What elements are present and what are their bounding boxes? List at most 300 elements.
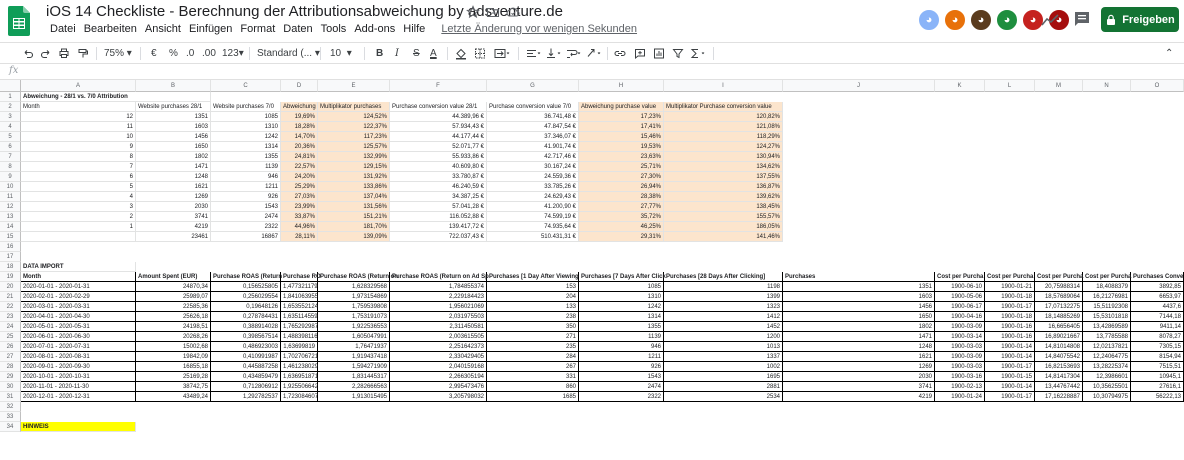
- table-cell[interactable]: 124,52%: [318, 112, 390, 122]
- table-cell[interactable]: 1,759539808: [318, 302, 390, 312]
- table-cell[interactable]: 1248: [136, 172, 211, 182]
- print-icon[interactable]: [58, 46, 70, 61]
- more-formats-select[interactable]: [222, 46, 244, 61]
- row-header[interactable]: 30: [0, 382, 21, 392]
- table-cell[interactable]: 1310: [211, 122, 281, 132]
- table-cell[interactable]: 1323: [664, 302, 783, 312]
- table-cell[interactable]: 0,256029554: [211, 292, 281, 302]
- avatar[interactable]: ◕: [969, 8, 993, 32]
- table-cell[interactable]: 15,46%: [579, 132, 664, 142]
- table-cell[interactable]: 1900-01-14: [985, 352, 1035, 362]
- table-cell[interactable]: 0,398567514: [211, 332, 281, 342]
- select-all-corner[interactable]: [0, 80, 21, 92]
- table-cell[interactable]: 1,635114559: [283, 314, 318, 320]
- total-cell[interactable]: 510.431,31 €: [487, 232, 579, 242]
- table-cell[interactable]: 1,605047991: [318, 332, 390, 342]
- table-cell[interactable]: 1603: [783, 292, 935, 302]
- table-cell[interactable]: 1900-01-15: [985, 372, 1035, 382]
- header-cell[interactable]: Abweichung: [281, 102, 318, 112]
- menu-hilfe[interactable]: Hilfe: [403, 23, 426, 35]
- table-cell[interactable]: 1,841063955: [283, 294, 319, 300]
- table-cell[interactable]: 43489,24: [136, 392, 211, 402]
- table-cell[interactable]: 235: [487, 342, 579, 352]
- header-cell[interactable]: Purchase ROAS (Return on Ad Sp: [392, 274, 489, 280]
- table-cell[interactable]: 0,486923003: [211, 342, 281, 352]
- table-cell[interactable]: 14,70%: [281, 132, 318, 142]
- table-cell[interactable]: 27,77%: [579, 202, 664, 212]
- table-cell[interactable]: 1,913015495: [318, 392, 390, 402]
- table-cell[interactable]: 25989,07: [136, 292, 211, 302]
- table-cell[interactable]: 37.346,07 €: [487, 132, 579, 142]
- table-cell[interactable]: 1900-01-17: [985, 362, 1035, 372]
- table-cell[interactable]: 74.599,19 €: [487, 212, 579, 222]
- table-cell[interactable]: 1456: [136, 132, 211, 142]
- table-cell[interactable]: 57.041,28 €: [390, 202, 487, 212]
- table-cell[interactable]: 2020-03-01 - 2020-03-31: [21, 302, 136, 312]
- table-cell[interactable]: 44.389,96 €: [390, 112, 487, 122]
- redo-icon[interactable]: [40, 46, 52, 61]
- row-header[interactable]: 14: [0, 222, 21, 232]
- table-cell[interactable]: 132,99%: [318, 152, 390, 162]
- total-cell[interactable]: 23461: [136, 232, 211, 242]
- table-cell[interactable]: 22,57%: [281, 162, 318, 172]
- decrease-decimal-button[interactable]: .0: [186, 48, 195, 59]
- table-cell[interactable]: 44.177,44 €: [390, 132, 487, 142]
- share-button[interactable]: [1101, 7, 1179, 32]
- table-cell[interactable]: 24.629,43 €: [487, 192, 579, 202]
- table-cell[interactable]: 5: [21, 182, 136, 192]
- row-header[interactable]: 1: [0, 92, 21, 102]
- table-cell[interactable]: 1,63699819: [281, 342, 318, 352]
- spreadsheet-grid[interactable]: [0, 80, 1184, 460]
- table-cell[interactable]: 14,81014808: [1035, 342, 1083, 352]
- table-cell[interactable]: 12: [21, 112, 136, 122]
- avatar[interactable]: ◕: [1021, 8, 1045, 32]
- table-cell[interactable]: 17,41%: [579, 122, 664, 132]
- table-cell[interactable]: 0,156525805: [211, 282, 281, 292]
- table-cell[interactable]: 9411,14: [1131, 322, 1184, 332]
- table-cell[interactable]: 25,29%: [281, 182, 318, 192]
- table-cell[interactable]: 1,461238029: [283, 364, 319, 370]
- table-cell[interactable]: 153: [487, 282, 579, 292]
- table-cell[interactable]: 52.071,77 €: [390, 142, 487, 152]
- row-header[interactable]: 3: [0, 112, 21, 122]
- menu-format[interactable]: Format: [240, 23, 276, 35]
- table-cell[interactable]: 1900-01-18: [985, 312, 1035, 322]
- column-header[interactable]: B: [136, 80, 211, 92]
- table-cell[interactable]: 27,03%: [281, 192, 318, 202]
- table-cell[interactable]: 2020-08-01 - 2020-08-31: [21, 352, 136, 362]
- table-cell[interactable]: 4219: [136, 222, 211, 232]
- header-cell[interactable]: Purchase RO: [283, 274, 321, 280]
- table-cell[interactable]: 2,031975503: [390, 312, 487, 322]
- table-cell[interactable]: 13,7785588: [1083, 332, 1131, 342]
- menu-daten[interactable]: Daten: [283, 23, 313, 35]
- table-cell[interactable]: 25626,18: [136, 312, 211, 322]
- table-cell[interactable]: 133,86%: [318, 182, 390, 192]
- header-cell[interactable]: Purchase conversion value 7/0: [487, 102, 579, 112]
- table-cell[interactable]: 12,02137821: [1083, 342, 1131, 352]
- table-cell[interactable]: 1802: [783, 322, 935, 332]
- table-cell[interactable]: 125,57%: [318, 142, 390, 152]
- table-cell[interactable]: 1621: [136, 182, 211, 192]
- table-cell[interactable]: 9: [21, 142, 136, 152]
- column-header[interactable]: D: [281, 80, 318, 92]
- table-cell[interactable]: 1,292782537: [211, 392, 281, 402]
- table-cell[interactable]: 16855,18: [136, 362, 211, 372]
- table-cell[interactable]: 3,205798032: [390, 392, 487, 402]
- document-title[interactable]: iOS 14 Checkliste - Berechnung der Attributionsabweichung by adsventure.de: [46, 3, 563, 20]
- table-cell[interactable]: 926: [211, 192, 281, 202]
- column-header[interactable]: G: [487, 80, 579, 92]
- table-cell[interactable]: 1900-01-21: [985, 282, 1035, 292]
- total-cell[interactable]: 29,31%: [579, 232, 664, 242]
- total-cell[interactable]: 139,09%: [318, 232, 390, 242]
- table-cell[interactable]: 1248: [783, 342, 935, 352]
- header-cell[interactable]: Cost per Purcha: [937, 274, 984, 280]
- header-cell[interactable]: Cost per Purcha: [1085, 274, 1132, 280]
- table-cell[interactable]: 1,956021069: [390, 302, 487, 312]
- table-cell[interactable]: 1900-01-16: [985, 322, 1035, 332]
- table-cell[interactable]: 2,229184423: [390, 292, 487, 302]
- table-cell[interactable]: 4: [21, 192, 136, 202]
- table-cell[interactable]: 46.240,59 €: [390, 182, 487, 192]
- table-cell[interactable]: 1685: [487, 392, 579, 402]
- table-cell[interactable]: 151,21%: [318, 212, 390, 222]
- table-cell[interactable]: 25,71%: [579, 162, 664, 172]
- table-cell[interactable]: 0,712806912: [211, 382, 281, 392]
- row-header[interactable]: 21: [0, 292, 21, 302]
- table-cell[interactable]: 124,27%: [664, 142, 783, 152]
- last-edit-link[interactable]: Letzte Änderung vor wenigen Sekunden: [441, 23, 638, 35]
- table-cell[interactable]: 41.901,74 €: [487, 142, 579, 152]
- table-cell[interactable]: 16,89021667: [1035, 332, 1083, 342]
- section-title[interactable]: Abweichung - 28/1 vs. 7/0 Attribution: [21, 92, 211, 102]
- row-header[interactable]: 32: [0, 402, 21, 412]
- row-header[interactable]: 28: [0, 362, 21, 372]
- table-cell[interactable]: 19,69%: [281, 112, 318, 122]
- header-cell[interactable]: Amount Spent (EUR): [136, 272, 211, 282]
- table-cell[interactable]: 1900-01-17: [985, 392, 1035, 402]
- table-cell[interactable]: 2020-01-01 - 2020-01-31: [21, 282, 136, 292]
- table-cell[interactable]: 24.559,36 €: [487, 172, 579, 182]
- text-wrap-icon[interactable]: [566, 46, 582, 61]
- header-cell[interactable]: Website purchases 28/1: [136, 102, 211, 112]
- table-cell[interactable]: 20,75988314: [1035, 282, 1083, 292]
- table-cell[interactable]: 15,53101818: [1083, 312, 1131, 322]
- table-cell[interactable]: 24870,34: [136, 282, 211, 292]
- avatar[interactable]: ◕: [943, 8, 967, 32]
- table-cell[interactable]: 116.052,88 €: [390, 212, 487, 222]
- table-cell[interactable]: 2020-07-01 - 2020-07-31: [21, 342, 136, 352]
- table-cell[interactable]: 27,30%: [579, 172, 664, 182]
- fill-color-icon[interactable]: [455, 46, 467, 61]
- table-cell[interactable]: 284: [487, 352, 579, 362]
- row-header[interactable]: 16: [0, 242, 21, 252]
- table-cell[interactable]: 17,07132275: [1035, 302, 1083, 312]
- table-cell[interactable]: 13,42869589: [1083, 322, 1131, 332]
- table-cell[interactable]: 2474: [211, 212, 281, 222]
- table-cell[interactable]: 47.847,54 €: [487, 122, 579, 132]
- table-cell[interactable]: 1355: [579, 322, 664, 332]
- table-cell[interactable]: 1900-03-14: [935, 332, 985, 342]
- insert-comment-icon[interactable]: [634, 46, 646, 61]
- table-cell[interactable]: 35,72%: [579, 212, 664, 222]
- table-cell[interactable]: 238: [487, 312, 579, 322]
- table-cell[interactable]: 0,278784431: [211, 312, 281, 322]
- table-cell[interactable]: 1,628329568: [318, 282, 390, 292]
- move-to-folder-icon[interactable]: [486, 5, 500, 19]
- table-cell[interactable]: 2,282666563: [318, 382, 390, 392]
- table-cell[interactable]: 2030: [783, 372, 935, 382]
- table-cell[interactable]: 23,63%: [579, 152, 664, 162]
- table-cell[interactable]: 15002,68: [136, 342, 211, 352]
- table-cell[interactable]: 3892,85: [1131, 282, 1184, 292]
- table-cell[interactable]: 1900-03-09: [935, 352, 985, 362]
- table-cell[interactable]: 2030: [136, 202, 211, 212]
- table-cell[interactable]: 139,62%: [664, 192, 783, 202]
- table-cell[interactable]: 38742,75: [136, 382, 211, 392]
- row-header[interactable]: 15: [0, 232, 21, 242]
- table-cell[interactable]: 1,594271909: [318, 362, 390, 372]
- table-cell[interactable]: 1,831445317: [318, 372, 390, 382]
- table-cell[interactable]: 271: [487, 332, 579, 342]
- table-cell[interactable]: 1269: [783, 362, 935, 372]
- header-cell[interactable]: Purchases [1 Day After Viewing: [489, 274, 579, 280]
- column-header[interactable]: O: [1131, 80, 1184, 92]
- header-cell[interactable]: Month: [21, 272, 136, 282]
- table-cell[interactable]: 1471: [136, 162, 211, 172]
- row-header[interactable]: 11: [0, 192, 21, 202]
- table-cell[interactable]: 1002: [664, 362, 783, 372]
- insert-chart-icon[interactable]: [653, 46, 665, 61]
- table-cell[interactable]: 55.933,86 €: [390, 152, 487, 162]
- table-cell[interactable]: 1900-03-16: [935, 372, 985, 382]
- text-color-button[interactable]: A: [430, 48, 437, 59]
- row-header[interactable]: 5: [0, 132, 21, 142]
- table-cell[interactable]: 11: [21, 122, 136, 132]
- column-header[interactable]: A: [21, 80, 136, 92]
- table-cell[interactable]: 1900-03-09: [935, 322, 985, 332]
- table-cell[interactable]: 0,388914028: [211, 322, 281, 332]
- table-cell[interactable]: 1,76471937: [318, 342, 390, 352]
- table-cell[interactable]: 2,266305194: [390, 372, 487, 382]
- table-cell[interactable]: 1,702706721: [283, 354, 319, 360]
- table-cell[interactable]: 4437,6: [1131, 302, 1184, 312]
- table-cell[interactable]: 134,62%: [664, 162, 783, 172]
- vertical-align-icon[interactable]: [546, 46, 562, 61]
- undo-icon[interactable]: [22, 46, 34, 61]
- row-header[interactable]: 22: [0, 302, 21, 312]
- avatar[interactable]: ◕: [1047, 8, 1071, 32]
- row-header[interactable]: 24: [0, 322, 21, 332]
- table-cell[interactable]: 1,488398116: [283, 334, 318, 340]
- table-cell[interactable]: 1314: [211, 142, 281, 152]
- table-cell[interactable]: 1543: [579, 372, 664, 382]
- table-cell[interactable]: 2322: [579, 392, 664, 402]
- table-cell[interactable]: 18,4088379: [1083, 282, 1131, 292]
- row-header[interactable]: 17: [0, 252, 21, 262]
- table-cell[interactable]: 1,636951871: [283, 374, 319, 380]
- table-cell[interactable]: 57.934,43 €: [390, 122, 487, 132]
- table-cell[interactable]: 1900-03-03: [935, 362, 985, 372]
- table-cell[interactable]: 8078,27: [1131, 332, 1184, 342]
- table-cell[interactable]: 1695: [664, 372, 783, 382]
- table-cell[interactable]: 1900-01-18: [985, 292, 1035, 302]
- table-cell[interactable]: 12,3986601: [1083, 372, 1131, 382]
- row-header[interactable]: 29: [0, 372, 21, 382]
- column-header[interactable]: E: [318, 80, 390, 92]
- table-cell[interactable]: 74.935,64 €: [487, 222, 579, 232]
- table-cell[interactable]: 1900-01-14: [985, 382, 1035, 392]
- table-cell[interactable]: 3741: [783, 382, 935, 392]
- table-cell[interactable]: 1603: [136, 122, 211, 132]
- table-cell[interactable]: 2,995473476: [390, 382, 487, 392]
- activity-trend-icon[interactable]: [1040, 10, 1060, 30]
- table-cell[interactable]: 1198: [664, 282, 783, 292]
- table-cell[interactable]: 12,24064775: [1083, 352, 1131, 362]
- total-cell[interactable]: 141,46%: [664, 232, 783, 242]
- table-cell[interactable]: 1399: [664, 292, 783, 302]
- table-cell[interactable]: 1139: [211, 162, 281, 172]
- table-cell[interactable]: 2020-10-01 - 2020-10-31: [21, 372, 136, 382]
- row-header[interactable]: 13: [0, 212, 21, 222]
- table-cell[interactable]: 2020-11-01 - 2020-11-30: [21, 382, 136, 392]
- column-header[interactable]: I: [664, 80, 783, 92]
- table-cell[interactable]: 26,94%: [579, 182, 664, 192]
- table-cell[interactable]: 16,6656405: [1035, 322, 1083, 332]
- table-cell[interactable]: 1085: [211, 112, 281, 122]
- table-cell[interactable]: 2020-06-01 - 2020-06-30: [21, 332, 136, 342]
- table-cell[interactable]: 1412: [664, 312, 783, 322]
- table-cell[interactable]: 131,56%: [318, 202, 390, 212]
- table-cell[interactable]: 2: [21, 212, 136, 222]
- table-cell[interactable]: 2,251642373: [390, 342, 487, 352]
- table-cell[interactable]: 2,003615505: [390, 332, 487, 342]
- paint-format-icon[interactable]: [77, 46, 89, 61]
- table-cell[interactable]: 14,81417304: [1035, 372, 1083, 382]
- table-cell[interactable]: 0,434859479: [211, 372, 281, 382]
- table-cell[interactable]: 40.609,80 €: [390, 162, 487, 172]
- table-cell[interactable]: 33.785,26 €: [487, 182, 579, 192]
- table-cell[interactable]: 1900-06-10: [935, 282, 985, 292]
- increase-decimal-button[interactable]: .00: [202, 48, 216, 59]
- table-cell[interactable]: 14,84075542: [1035, 352, 1083, 362]
- table-cell[interactable]: 1200: [664, 332, 783, 342]
- comment-icon[interactable]: [1073, 10, 1091, 28]
- table-cell[interactable]: 137,55%: [664, 172, 783, 182]
- percent-format-button[interactable]: %: [169, 48, 178, 59]
- header-cell[interactable]: Multiplikator purchases: [318, 102, 390, 112]
- table-cell[interactable]: 13,28225374: [1083, 362, 1131, 372]
- header-cell[interactable]: Month: [21, 102, 136, 112]
- header-cell[interactable]: Purchases [28 Days After Clicking]: [664, 272, 783, 282]
- table-cell[interactable]: 7305,15: [1131, 342, 1184, 352]
- column-header[interactable]: N: [1083, 80, 1131, 92]
- table-cell[interactable]: 34.387,25 €: [390, 192, 487, 202]
- table-cell[interactable]: 28,38%: [579, 192, 664, 202]
- note-label[interactable]: HINWEIS: [21, 422, 136, 432]
- table-cell[interactable]: 1452: [664, 322, 783, 332]
- table-cell[interactable]: 2020-04-01 - 2020-04-30: [21, 312, 136, 322]
- borders-icon[interactable]: [474, 46, 486, 61]
- table-cell[interactable]: 118,29%: [664, 132, 783, 142]
- total-cell[interactable]: 722.037,43 €: [390, 232, 487, 242]
- table-cell[interactable]: 1900-04-16: [935, 312, 985, 322]
- sheets-logo-icon[interactable]: [8, 6, 30, 36]
- table-cell[interactable]: 20268,26: [136, 332, 211, 342]
- table-cell[interactable]: 18,14885269: [1035, 312, 1083, 322]
- table-cell[interactable]: 1,653552124: [283, 304, 319, 310]
- table-cell[interactable]: 2020-09-01 - 2020-09-30: [21, 362, 136, 372]
- row-header[interactable]: 27: [0, 352, 21, 362]
- table-cell[interactable]: 10,35625501: [1083, 382, 1131, 392]
- font-size-select[interactable]: [330, 46, 352, 61]
- table-cell[interactable]: 1900-01-14: [985, 342, 1035, 352]
- font-select[interactable]: [257, 46, 320, 61]
- table-cell[interactable]: 1242: [211, 132, 281, 142]
- table-cell[interactable]: 155,57%: [664, 212, 783, 222]
- zoom-select[interactable]: [104, 46, 132, 61]
- table-cell[interactable]: 7144,18: [1131, 312, 1184, 322]
- table-cell[interactable]: 2,040159168: [390, 362, 487, 372]
- table-cell[interactable]: 946: [579, 342, 664, 352]
- table-cell[interactable]: 133: [487, 302, 579, 312]
- table-cell[interactable]: 56222,13: [1131, 392, 1184, 402]
- table-cell[interactable]: 2881: [664, 382, 783, 392]
- filter-icon[interactable]: [672, 46, 684, 61]
- table-cell[interactable]: 24198,51: [136, 322, 211, 332]
- table-cell[interactable]: 0,445887258: [211, 362, 281, 372]
- table-cell[interactable]: 926: [579, 362, 664, 372]
- table-cell[interactable]: 1013: [664, 342, 783, 352]
- table-cell[interactable]: 1,973154869: [318, 292, 390, 302]
- menu-bearbeiten[interactable]: Bearbeiten: [83, 23, 137, 35]
- row-header[interactable]: 34: [0, 422, 21, 432]
- table-cell[interactable]: 1337: [664, 352, 783, 362]
- table-cell[interactable]: 24,81%: [281, 152, 318, 162]
- table-cell[interactable]: 137,04%: [318, 192, 390, 202]
- table-cell[interactable]: 1,922536553: [318, 322, 390, 332]
- italic-button[interactable]: I: [395, 48, 399, 59]
- header-cell[interactable]: Purchases: [783, 272, 935, 282]
- table-cell[interactable]: 2474: [579, 382, 664, 392]
- table-cell[interactable]: 24,20%: [281, 172, 318, 182]
- row-header[interactable]: 12: [0, 202, 21, 212]
- table-cell[interactable]: 0,410991987: [211, 352, 281, 362]
- column-header[interactable]: L: [985, 80, 1035, 92]
- collapse-toolbar-icon[interactable]: ⌃: [1165, 48, 1174, 59]
- horizontal-align-icon[interactable]: [526, 46, 542, 61]
- column-header[interactable]: C: [211, 80, 281, 92]
- table-cell[interactable]: 3: [21, 202, 136, 212]
- header-cell[interactable]: Purchase ROAS (Return on: [320, 274, 399, 280]
- section-title[interactable]: DATA IMPORT: [21, 262, 136, 272]
- row-header[interactable]: 25: [0, 332, 21, 342]
- table-cell[interactable]: 44,96%: [281, 222, 318, 232]
- table-cell[interactable]: 1,765292987: [283, 324, 319, 330]
- table-cell[interactable]: 18,57689064: [1035, 292, 1083, 302]
- header-cell[interactable]: Multiplikator Purchase conversion value: [664, 102, 783, 112]
- total-cell[interactable]: [21, 232, 136, 242]
- table-cell[interactable]: 23,99%: [281, 202, 318, 212]
- table-cell[interactable]: 1543: [211, 202, 281, 212]
- table-cell[interactable]: 1: [21, 222, 136, 232]
- menu-addons[interactable]: Add-ons: [354, 23, 396, 35]
- table-cell[interactable]: 6: [21, 172, 136, 182]
- formula-input[interactable]: [26, 65, 1176, 78]
- table-cell[interactable]: 117,23%: [318, 132, 390, 142]
